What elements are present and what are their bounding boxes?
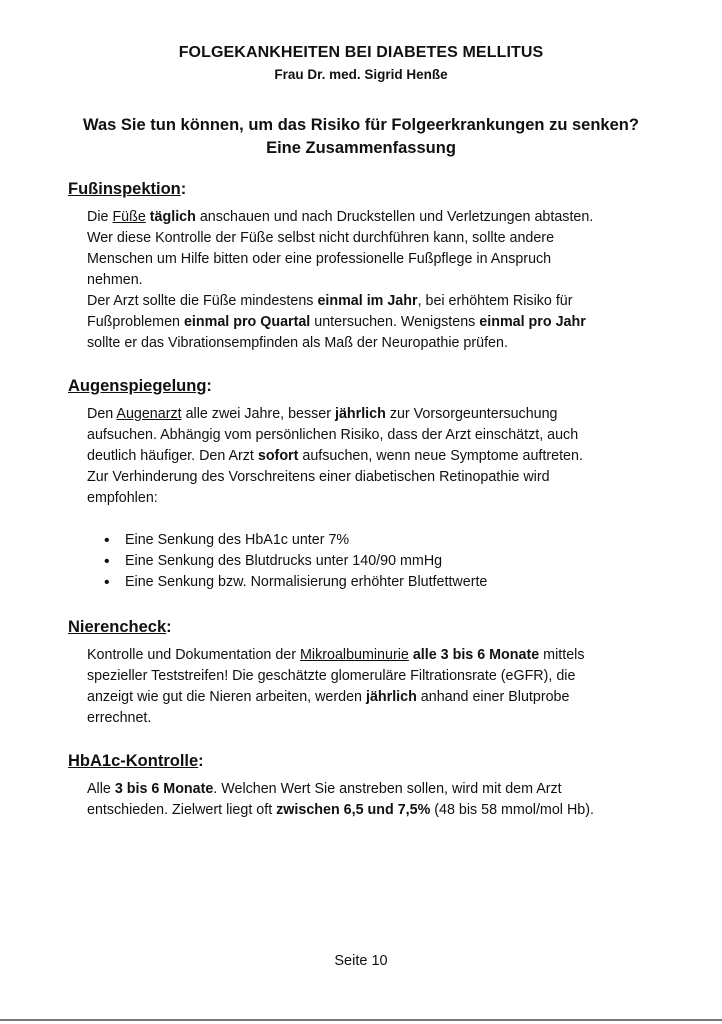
text-line: errechnet. (87, 710, 152, 726)
text-line: Alle 3 bis 6 Monate. Welchen Wert Sie anstreben sollen, wird mit dem Arzt (87, 781, 562, 797)
section-paragraph (87, 779, 668, 821)
section-hba1c-kontrolle (68, 749, 668, 821)
emphasis: zwischen 6,5 und 7,5% (276, 802, 431, 818)
document-subtitle (0, 114, 722, 160)
underlined-term: Augenarzt (116, 406, 182, 422)
text-line: Der Arzt sollte die Füße mindestens einmal im Jahr, bei erhöhtem Risiko für (87, 293, 573, 309)
text-line: empfohlen: (87, 490, 158, 506)
section-augenspiegelung (68, 374, 668, 593)
emphasis: 3 bis 6 Monate (114, 781, 214, 797)
emphasis: täglich (149, 209, 196, 225)
heading-text: Augenspiegelung (68, 377, 207, 395)
subtitle-line-1: Was Sie tun können, um das Risiko für Folgeerkrankungen zu senken? (83, 116, 639, 134)
text-line: deutlich häufiger. Den Arzt sofort aufsuchen, wenn neue Symptome auftreten. (87, 448, 583, 464)
page-number: Seite 10 (334, 953, 388, 969)
text-line: Zur Verhinderung des Vorschreitens einer diabetischen Retinopathie wird (87, 469, 550, 485)
text-line: anzeigt wie gut die Nieren arbeiten, werden jährlich anhand einer Blutprobe (87, 689, 570, 705)
emphasis: alle 3 bis 6 Monate (412, 647, 540, 663)
text-line: aufsuchen. Abhängig vom persönlichen Risiko, dass der Arzt einschätzt, auch (87, 427, 579, 443)
emphasis: einmal pro Jahr (479, 314, 586, 330)
heading-colon: : (206, 377, 212, 395)
text-line: Fußproblemen einmal pro Quartal untersuchen. Wenigstens einmal pro Jahr (87, 314, 586, 330)
underlined-term: Füße (112, 209, 146, 225)
document-title: FOLGEKANKHEITEN BEI DIABETES MELLITUS (178, 44, 544, 61)
emphasis: jährlich (365, 689, 417, 705)
subtitle-line-2: Eine Zusammenfassung (266, 139, 456, 157)
heading-colon: : (180, 180, 187, 198)
text-line: nehmen. (87, 272, 143, 288)
list-item: • Eine Senkung des HbA1c unter 7% (87, 530, 668, 551)
section-heading (68, 374, 668, 398)
list-item: • Eine Senkung des Blutdrucks unter 140/90 mmHg (87, 551, 668, 572)
section-heading (68, 749, 668, 773)
text-line: Wer diese Kontrolle der Füße selbst nicht durchführen kann, sollte andere (87, 230, 555, 246)
text-line: entschieden. Zielwert liegt oft zwischen 6,5 und 7,5% (48 bis 58 mmol/mol Hb). (87, 802, 594, 818)
text-line: Menschen um Hilfe bitten oder eine professionelle Fußpflege in Anspruch (87, 251, 552, 267)
heading-text: Nierencheck (68, 618, 167, 636)
text-line: Kontrolle und Dokumentation der Mikroalbuminurie alle 3 bis 6 Monate mittels (87, 647, 585, 663)
section-paragraph (87, 207, 668, 354)
section-nierencheck (68, 615, 668, 729)
section-heading (68, 615, 668, 639)
section-paragraph (87, 404, 668, 509)
heading-text: HbA1c-Kontrolle (68, 752, 199, 770)
section-fussinspektion (68, 177, 668, 354)
text-line: Die Füße täglich anschauen und nach Druckstellen und Verletzungen abtasten. (87, 209, 594, 225)
text-line: sollte er das Vibrationsempfinden als Maß der Neuropathie prüfen. (87, 335, 508, 351)
emphasis: jährlich (334, 406, 386, 422)
section-heading (68, 177, 668, 201)
text-line: spezieller Teststreifen! Die geschätzte glomeruläre Filtrationsrate (eGFR), die (87, 668, 576, 684)
document-author: Frau Dr. med. Sigrid Henße (274, 67, 448, 82)
recommendation-list (87, 530, 668, 593)
heading-text: Fußinspektion (68, 180, 181, 198)
page-bottom-divider (0, 1019, 722, 1021)
section-paragraph (87, 645, 668, 729)
underlined-term: Mikroalbuminurie (300, 647, 409, 663)
emphasis: einmal pro Quartal (183, 314, 311, 330)
emphasis: sofort (257, 448, 299, 464)
list-item: • Eine Senkung bzw. Normalisierung erhöhter Blutfettwerte (87, 572, 668, 593)
emphasis: einmal im Jahr (317, 293, 418, 309)
heading-colon: : (166, 618, 172, 636)
heading-colon: : (198, 752, 204, 770)
text-line: Den Augenarzt alle zwei Jahre, besser jährlich zur Vorsorgeuntersuchung (87, 406, 558, 422)
